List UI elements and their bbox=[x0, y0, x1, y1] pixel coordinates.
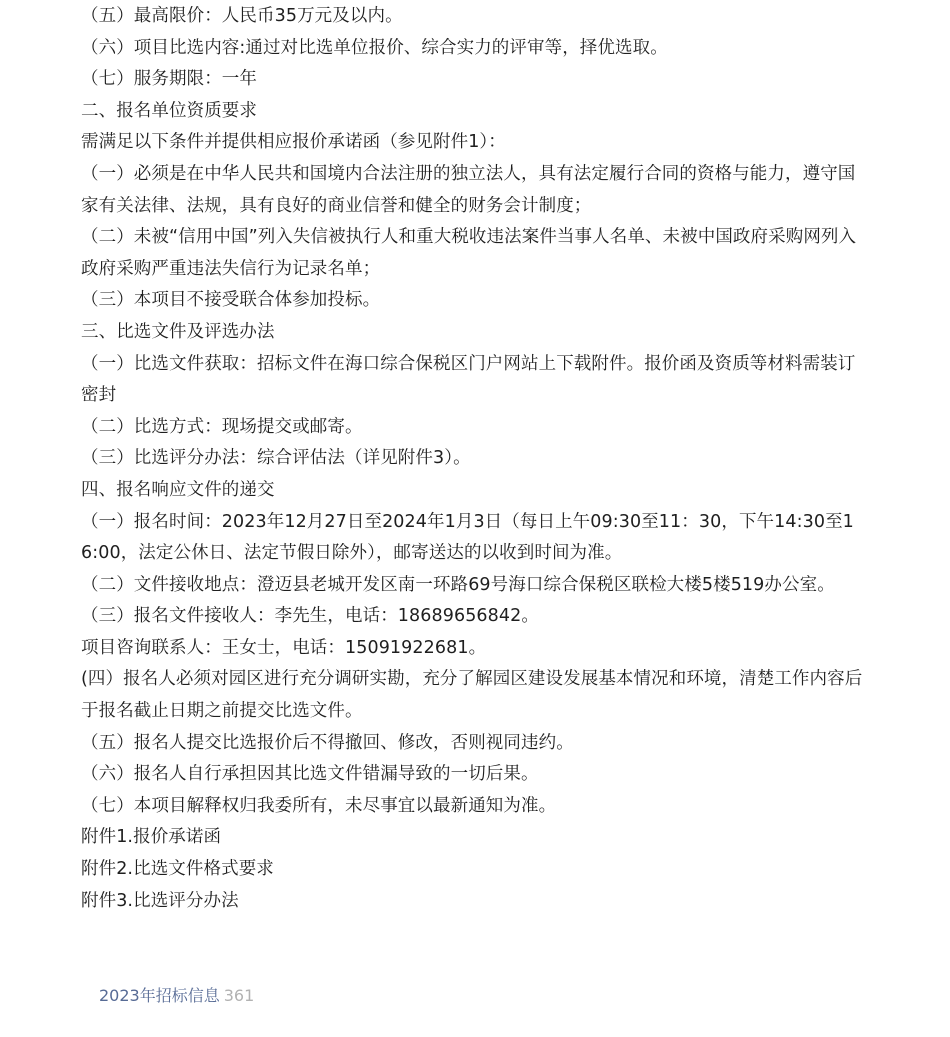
tag-count: 361 bbox=[223, 986, 255, 1005]
clause-service-period: （七）服务期限：一年 bbox=[81, 69, 257, 90]
article-tag[interactable] bbox=[99, 985, 254, 1007]
submission-receiver: （三）报名文件接收人：李先生，电话：18689656842。 bbox=[81, 606, 539, 627]
submission-item-6: （六）报名人自行承担因其比选文件错漏导致的一切后果。 bbox=[81, 764, 539, 785]
documents-item-3: （三）比选评分办法：综合评估法（详见附件3）。 bbox=[81, 448, 471, 469]
attachment-3: 附件3.比选评分办法 bbox=[81, 890, 239, 911]
submission-item-7: （七）本项目解释权归我委所有，未尽事宜以最新通知为准。 bbox=[81, 795, 557, 816]
clause-max-price: （五）最高限价：人民币35万元及以内。 bbox=[81, 6, 403, 26]
qualification-intro: 需满足以下条件并提供相应报价承诺函（参见附件1）： bbox=[81, 132, 506, 153]
tag-label-link[interactable]: 2023年招标信息 bbox=[99, 986, 220, 1005]
clause-selection-content: （六）项目比选内容:通过对比选单位报价、综合实力的评审等，择优选取。 bbox=[81, 37, 668, 58]
submission-location: （二）文件接收地点：澄迈县老城开发区南一环路69号海口综合保税区联检大楼5楼519办公室。 bbox=[81, 574, 835, 595]
submission-item-4: (四）报名人必须对园区进行充分调研实勘，充分了解园区建设发展基本情况和环境，清楚工作内容后于报名截止日期之前提交比选文件。 bbox=[81, 669, 863, 722]
documents-item-2: （二）比选方式：现场提交或邮寄。 bbox=[81, 416, 363, 437]
qualification-item-1: （一）必须是在中华人民共和国境内合法注册的独立法人，具有法定履行合同的资格与能力，遵守国家有关法律、法规，具有良好的商业信誉和健全的财务会计制度； bbox=[81, 163, 856, 216]
documents-item-1: （一）比选文件获取：招标文件在海口综合保税区门户网站上下载附件。报价函及资质等材料需装订密封 bbox=[81, 353, 856, 406]
attachment-1: 附件1.报价承诺函 bbox=[81, 827, 222, 848]
submission-item-5: （五）报名人提交比选报价后不得撤回、修改，否则视同违约。 bbox=[81, 732, 574, 753]
section-heading-documents: 三、比选文件及评选办法 bbox=[81, 321, 275, 342]
article-body bbox=[81, 1, 871, 917]
qualification-item-2: （二）未被“信用中国”列入失信被执行人和重大税收违法案件当事人名单、未被中国政府采购网列入政府采购严重违法失信行为记录名单； bbox=[81, 227, 857, 279]
submission-time: （一）报名时间：2023年12月27日至2024年1月3日（每日上午09:30至11：30，下午14:30至16:00，法定公休日、法定节假日除外），邮寄送达的以收到时间为准。 bbox=[81, 511, 854, 564]
qualification-item-3: （三）本项目不接受联合体参加投标。 bbox=[81, 290, 381, 311]
section-heading-submission: 四、报名响应文件的递交 bbox=[81, 479, 275, 500]
project-contact: 项目咨询联系人：王女士，电话：15091922681。 bbox=[81, 637, 487, 658]
section-heading-qualification: 二、报名单位资质要求 bbox=[81, 100, 257, 121]
attachment-2: 附件2.比选文件格式要求 bbox=[81, 859, 274, 880]
